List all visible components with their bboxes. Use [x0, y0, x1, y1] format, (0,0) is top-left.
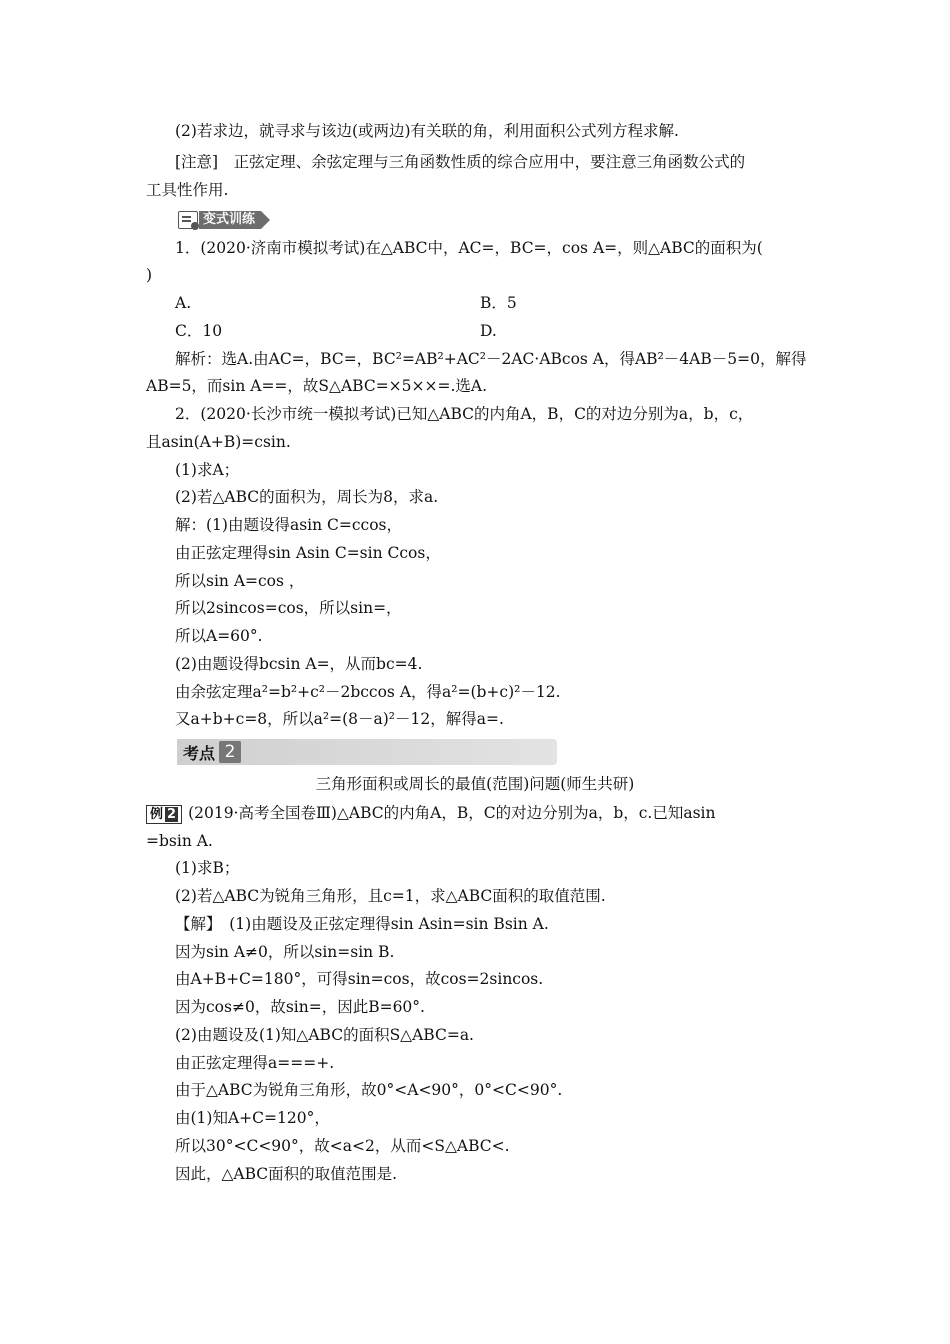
solution-line: 【解】 (1)由题设及正弦定理得sin Asin=sin Bsin A.: [175, 915, 549, 933]
option-d: D.: [480, 322, 497, 340]
variant-training-banner: [178, 210, 280, 230]
solution-line: 又a+b+c=8，所以a²=(8－a)²－12，解得a=.: [175, 710, 504, 728]
solution-line: 所以A=60°.: [175, 627, 263, 645]
kaodian-number: 2: [219, 741, 241, 763]
option-a: A.: [175, 294, 192, 312]
text-line: =bsin A.: [146, 832, 213, 850]
banner-label: 变式训练: [199, 211, 261, 229]
solution-line: 由A+B+C=180°，可得sin=cos，故cos=2sincos.: [175, 970, 544, 988]
example-line: 例 2 (2019·高考全国卷Ⅲ)△ABC的内角A，B，C的对边分别为a，b，c.已知asin: [146, 803, 715, 824]
text-line: (2)若求边，就寻求与该边(或两边)有关联的角，利用面积公式列方程求解.: [175, 122, 679, 140]
solution-line: 所以sin A=cos ，: [175, 572, 305, 590]
question-2: 2．(2020·长沙市统一模拟考试)已知△ABC的内角A，B，C的对边分别为a，b，c，: [175, 405, 754, 423]
question-1: 1．(2020·济南市模拟考试)在△ABC中，AC=，BC=，cos A=，则△ABC的面积为(: [175, 239, 763, 257]
text-line: (2)若△ABC为锐角三角形，且c=1，求△ABC面积的取值范围.: [175, 887, 606, 905]
example-tag: 例 2: [146, 805, 182, 824]
solution-line: 由于△ABC为锐角三角形，故0°<A<90°，0°<C<90°.: [175, 1081, 563, 1099]
text-line: (1)求A；: [175, 461, 240, 479]
solution-line: 所以30°<C<90°，故<a<2，从而<S△ABC<.: [175, 1137, 510, 1155]
solution-line: 由正弦定理得a===+.: [175, 1054, 335, 1072]
section-title: 三角形面积或周长的最值(范围)问题(师生共研): [315, 775, 635, 793]
text-line: ): [146, 266, 153, 284]
solution-line: 由正弦定理得sin Asin C=sin Ccos，: [175, 544, 441, 562]
option-b: B．5: [480, 294, 517, 312]
kaodian-label: 考点: [183, 743, 216, 763]
solution-line: (2)由题设得bcsin A=，从而bc=4.: [175, 655, 423, 673]
notebook-icon: [178, 211, 198, 229]
solution-line: 因为cos≠0，故sin=，因此B=60°.: [175, 998, 425, 1016]
text-line: 且asin(A+B)=csin.: [146, 433, 291, 451]
text-line: (2)若△ABC的面积为，周长为8，求a.: [175, 488, 439, 506]
analysis-line: AB=5，而sin A==，故S△ABC=×5××=.选A.: [146, 377, 488, 395]
solution-line: 所以2sincos=cos，所以sin=，: [175, 599, 402, 617]
solution-line: 由余弦定理a²=b²+c²－2bccos A，得a²=(b+c)²－12.: [175, 683, 561, 701]
solution-line: 由(1)知A+C=120°，: [175, 1109, 330, 1127]
kaodian-banner: [177, 739, 557, 765]
option-c: C．10: [175, 322, 223, 340]
analysis-line: 解析：选A.由AC=，BC=，BC²=AB²+AC²－2AC·ABcos A，得AB²－4AB－5=0，解得: [175, 350, 807, 368]
solution-line: 解：(1)由题设得asin C=ccos，: [175, 516, 403, 534]
solution-line: 因为sin A≠0，所以sin=sin B.: [175, 943, 395, 961]
solution-line: (2)由题设及(1)知△ABC的面积S△ABC=a.: [175, 1026, 474, 1044]
solution-line: 因此，△ABC面积的取值范围是.: [175, 1165, 398, 1183]
note-line: [注意] 正弦定理、余弦定理与三角函数性质的综合应用中，要注意三角函数公式的: [175, 153, 746, 171]
text-line: 工具性作用.: [146, 181, 229, 199]
text-line: (1)求B；: [175, 859, 240, 877]
